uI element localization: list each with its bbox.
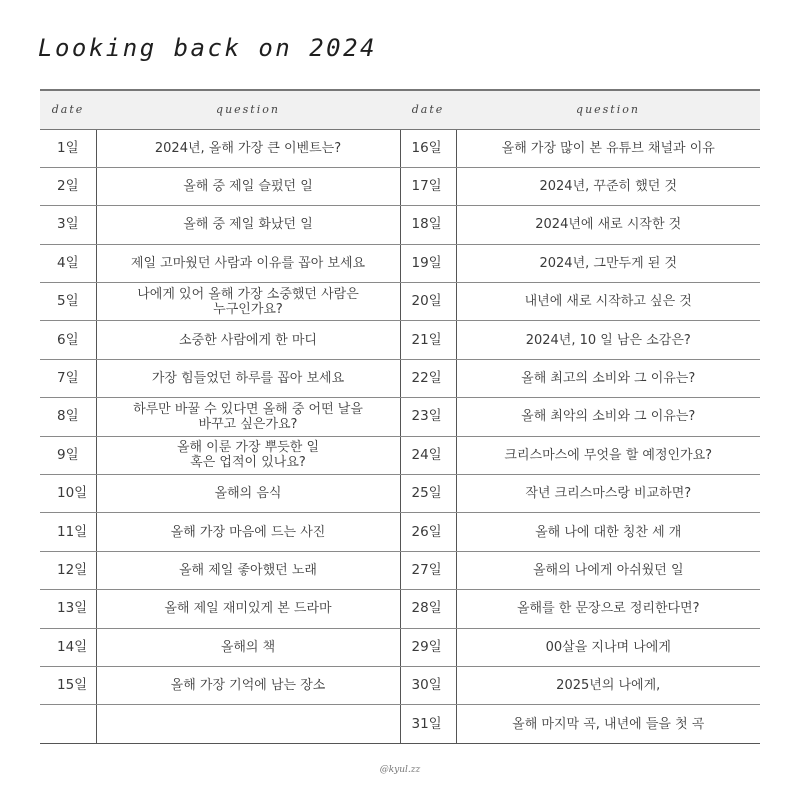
question-cell: 하루만 바꿀 수 있다면 올해 중 어떤 날을 바꾸고 싶은가요? [96, 398, 400, 436]
day-cell: 21일 [400, 321, 456, 359]
question-table [40, 89, 760, 744]
day-cell: 7일 [40, 359, 96, 397]
table-row [40, 628, 760, 666]
question-cell: 올해 제일 재미있게 본 드라마 [96, 590, 400, 628]
question-cell: 나에게 있어 올해 가장 소중했던 사람은 누구인가요? [96, 283, 400, 321]
question-cell: 올해 마지막 곡, 내년에 들을 첫 곡 [456, 705, 760, 743]
day-cell: 19일 [400, 244, 456, 282]
question-cell: 올해 최악의 소비와 그 이유는? [456, 398, 760, 436]
table-row [40, 590, 760, 628]
day-cell: 29일 [400, 628, 456, 666]
day-cell: 26일 [400, 513, 456, 551]
question-cell: 2024년에 새로 시작한 것 [456, 206, 760, 244]
day-cell: 30일 [400, 666, 456, 704]
question-cell: 00살을 지나며 나에게 [456, 628, 760, 666]
question-cell: 올해 제일 좋아했던 노래 [96, 551, 400, 589]
question-cell: 올해 가장 많이 본 유튜브 채널과 이유 [456, 129, 760, 167]
day-cell: 15일 [40, 666, 96, 704]
question-cell: 올해의 나에게 아쉬웠던 일 [456, 551, 760, 589]
day-cell: 23일 [400, 398, 456, 436]
day-cell: 1일 [40, 129, 96, 167]
day-cell: 11일 [40, 513, 96, 551]
table-row [40, 129, 760, 167]
table-row [40, 321, 760, 359]
question-cell: 2024년, 꾸준히 했던 것 [456, 167, 760, 205]
page-title: Looking back on 2024 [38, 34, 377, 62]
day-cell: 18일 [400, 206, 456, 244]
day-cell: 16일 [400, 129, 456, 167]
table-row [40, 167, 760, 205]
day-cell: 9일 [40, 436, 96, 474]
table-row [40, 513, 760, 551]
question-cell: 올해 최고의 소비와 그 이유는? [456, 359, 760, 397]
day-cell: 25일 [400, 475, 456, 513]
day-cell: 8일 [40, 398, 96, 436]
day-cell: 10일 [40, 475, 96, 513]
day-cell: 17일 [400, 167, 456, 205]
question-cell: 2024년, 그만두게 된 것 [456, 244, 760, 282]
table-row [40, 244, 760, 282]
question-cell: 올해 나에 대한 칭찬 세 개 [456, 513, 760, 551]
day-cell: 31일 [400, 705, 456, 743]
question-cell: 올해 이룬 가장 뿌듯한 일 혹은 업적이 있나요? [96, 436, 400, 474]
question-cell: 올해 중 제일 화났던 일 [96, 206, 400, 244]
question-cell: 2025년의 나에게, [456, 666, 760, 704]
day-cell: 14일 [40, 628, 96, 666]
day-cell: 5일 [40, 283, 96, 321]
question-cell: 올해를 한 문장으로 정리한다면? [456, 590, 760, 628]
date-header-right: date [400, 90, 456, 129]
question-cell: 가장 힘들었던 하루를 꼽아 보세요 [96, 359, 400, 397]
question-cell: 내년에 새로 시작하고 싶은 것 [456, 283, 760, 321]
question-header-right: question [456, 90, 760, 129]
day-cell: 3일 [40, 206, 96, 244]
question-cell: 올해 가장 마음에 드는 사진 [96, 513, 400, 551]
day-cell: 20일 [400, 283, 456, 321]
date-header-left: date [40, 90, 96, 129]
question-cell: 올해의 음식 [96, 475, 400, 513]
question-cell: 올해의 책 [96, 628, 400, 666]
table-row [40, 436, 760, 474]
table-row [40, 551, 760, 589]
table-header-row [40, 90, 760, 129]
table-row [40, 705, 760, 743]
question-cell: 2024년, 올해 가장 큰 이벤트는? [96, 129, 400, 167]
table-row [40, 283, 760, 321]
table-row [40, 398, 760, 436]
day-cell [40, 705, 96, 743]
question-cell: 제일 고마웠던 사람과 이유를 꼽아 보세요 [96, 244, 400, 282]
table-row [40, 359, 760, 397]
day-cell: 4일 [40, 244, 96, 282]
question-cell: 2024년, 10 일 남은 소감은? [456, 321, 760, 359]
table-row [40, 206, 760, 244]
table-row [40, 666, 760, 704]
day-cell: 22일 [400, 359, 456, 397]
question-cell: 올해 가장 기억에 남는 장소 [96, 666, 400, 704]
question-cell: 소중한 사람에게 한 마디 [96, 321, 400, 359]
day-cell: 28일 [400, 590, 456, 628]
day-cell: 12일 [40, 551, 96, 589]
question-cell: 크리스마스에 무엇을 할 예정인가요? [456, 436, 760, 474]
day-cell: 13일 [40, 590, 96, 628]
day-cell: 27일 [400, 551, 456, 589]
question-header-left: question [96, 90, 400, 129]
question-cell [96, 705, 400, 743]
day-cell: 2일 [40, 167, 96, 205]
table-row [40, 475, 760, 513]
day-cell: 24일 [400, 436, 456, 474]
question-cell: 작년 크리스마스랑 비교하면? [456, 475, 760, 513]
day-cell: 6일 [40, 321, 96, 359]
author-credit: @kyul.zz [379, 765, 421, 775]
question-cell: 올해 중 제일 슬펐던 일 [96, 167, 400, 205]
